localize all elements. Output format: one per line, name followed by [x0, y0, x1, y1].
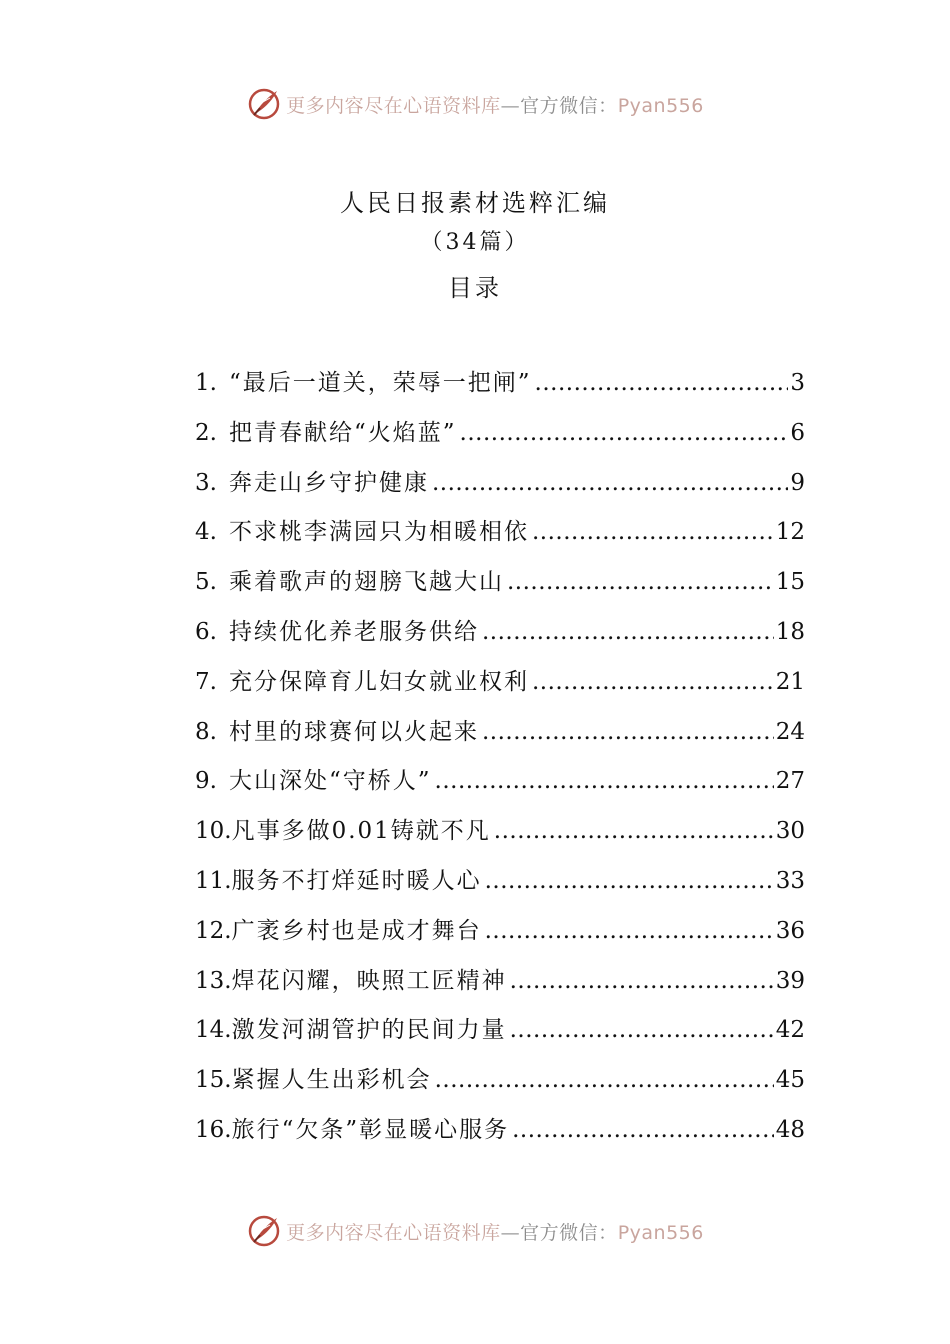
- document-title: 人民日报素材选粹汇编: [340, 189, 610, 217]
- toc-leader-dots: [485, 868, 774, 894]
- toc-entry-number: 1.: [195, 370, 217, 396]
- toc-entry-title: 充分保障育儿妇女就业权利: [229, 668, 529, 695]
- toc-entry-title: 乘着歌声的翅膀飞越大山: [229, 569, 504, 596]
- banner-official-text: 官方微信：: [520, 94, 618, 117]
- toc-leader-dots: [435, 768, 774, 794]
- toc-entry-number: 2.: [195, 419, 217, 446]
- toc-leader-dots: [432, 470, 788, 496]
- document-title-block: [0, 185, 950, 311]
- toc-entry-12[interactable]: [195, 912, 805, 962]
- toc-leader-dots: [532, 669, 774, 695]
- toc-entry-page: 48: [775, 1116, 805, 1143]
- toc-entry-title: 激发河湖管护的民间力量: [231, 1017, 507, 1044]
- toc-entry-title: 大山深处“守桥人”: [229, 768, 432, 795]
- toc-entry-8[interactable]: [195, 713, 805, 763]
- banner-site-text: 更多内容尽在心语资料库: [286, 1221, 501, 1244]
- toc-entry-7[interactable]: [195, 663, 805, 713]
- toc-entry-number: 14.: [195, 1017, 232, 1044]
- toc-entry-page: 27: [775, 768, 805, 795]
- toc-entry-title: 焊花闪耀，映照工匠精神: [231, 967, 507, 994]
- toc-entry-page: 24: [775, 718, 805, 745]
- header-watermark-banner: [0, 84, 950, 124]
- toc-entry-9[interactable]: [195, 762, 805, 812]
- toc-entry-title: 奔走山乡守护健康: [229, 469, 429, 496]
- toc-leader-dots: [482, 719, 774, 745]
- toc-entry-title: 旅行“欠条”彰显暖心服务: [231, 1116, 510, 1143]
- banner-dash: —: [500, 94, 521, 117]
- banner-text: [286, 91, 704, 118]
- toc-entry-page: 30: [775, 818, 805, 845]
- banner-wechat-id: Pyan556: [617, 1221, 704, 1244]
- toc-entry-number: 12.: [195, 917, 232, 944]
- quill-pen-logo-icon: [246, 1213, 282, 1249]
- toc-entry-5[interactable]: [195, 563, 805, 613]
- toc-entry-title: 凡事多做0.01铸就不凡: [231, 818, 491, 845]
- toc-entry-number: 13.: [195, 967, 232, 994]
- toc-entry-page: 39: [775, 967, 805, 994]
- toc-entry-page: 42: [775, 1017, 805, 1044]
- banner-official-text: 官方微信：: [520, 1221, 618, 1244]
- banner-dash: —: [500, 1221, 521, 1244]
- toc-entry-number: 5.: [195, 569, 217, 596]
- toc-entry-16[interactable]: [195, 1111, 805, 1161]
- toc-entry-6[interactable]: [195, 613, 805, 663]
- toc-entry-1[interactable]: [195, 364, 805, 414]
- toc-heading: 目录: [448, 274, 502, 302]
- toc-leader-dots: [460, 420, 789, 446]
- toc-leader-dots: [512, 1117, 774, 1143]
- toc-entry-number: 6.: [195, 618, 217, 645]
- toc-entry-number: 15.: [195, 1067, 232, 1094]
- toc-entry-2[interactable]: [195, 414, 805, 464]
- toc-entry-title: 紧握人生出彩机会: [231, 1067, 432, 1094]
- toc-leader-dots: [510, 968, 774, 994]
- toc-entry-3[interactable]: [195, 464, 805, 514]
- toc-entry-page: 21: [775, 668, 805, 695]
- toc-entry-title: 村里的球赛何以火起来: [229, 718, 479, 745]
- toc-entry-page: 15: [775, 569, 805, 596]
- toc-entry-page: 36: [775, 917, 805, 944]
- document-article-count: （34篇）: [420, 230, 530, 255]
- toc-entry-13[interactable]: [195, 962, 805, 1012]
- toc-entry-number: 8.: [195, 718, 217, 745]
- toc-entry-number: 16.: [195, 1116, 232, 1143]
- toc-entry-page: 9: [790, 469, 805, 496]
- toc-leader-dots: [532, 519, 774, 545]
- toc-leader-dots: [435, 1067, 774, 1093]
- toc-entry-number: 7.: [195, 668, 217, 695]
- banner-wechat-id: Pyan556: [617, 94, 704, 117]
- banner-text: [286, 1218, 704, 1245]
- toc-entry-page: 33: [775, 867, 805, 894]
- toc-entry-title: 不求桃李满园只为相暖相依: [229, 519, 529, 546]
- toc-leader-dots: [535, 370, 789, 396]
- toc-entry-4[interactable]: [195, 513, 805, 563]
- toc-entry-page: 12: [775, 519, 805, 546]
- toc-entry-page: 6: [790, 419, 805, 446]
- toc-entry-page: 45: [775, 1067, 805, 1094]
- banner-site-text: 更多内容尽在心语资料库: [286, 94, 501, 117]
- banner-content: [246, 86, 704, 122]
- toc-entry-14[interactable]: [195, 1011, 805, 1061]
- toc-entry-15[interactable]: [195, 1061, 805, 1111]
- toc-entry-page: 18: [775, 618, 805, 645]
- toc-entry-title: 广袤乡村也是成才舞台: [231, 917, 482, 944]
- toc-leader-dots: [510, 1017, 774, 1043]
- toc-leader-dots: [482, 619, 774, 645]
- footer-watermark-banner: [0, 1211, 950, 1251]
- toc-leader-dots: [494, 818, 774, 844]
- toc-entry-10[interactable]: [195, 812, 805, 862]
- toc-entry-title: 持续优化养老服务供给: [229, 618, 479, 645]
- toc-entry-number: 10.: [195, 818, 232, 845]
- banner-content: [246, 1213, 704, 1249]
- toc-entry-number: 11.: [195, 867, 232, 894]
- toc-leader-dots: [507, 569, 774, 595]
- toc-leader-dots: [485, 918, 774, 944]
- toc-entry-title: 把青春献给“火焰蓝”: [229, 419, 457, 446]
- toc-entry-11[interactable]: [195, 862, 805, 912]
- toc-entry-title: “最后一道关，荣辱一把闸”: [229, 370, 532, 396]
- toc-entry-page: 3: [790, 370, 805, 396]
- quill-pen-logo-icon: [246, 86, 282, 122]
- toc-entry-title: 服务不打烊延时暖人心: [231, 867, 482, 894]
- toc-entry-number: 9.: [195, 768, 217, 795]
- toc-entry-number: 4.: [195, 519, 217, 546]
- toc-entry-number: 3.: [195, 469, 217, 496]
- table-of-contents: [195, 364, 805, 1161]
